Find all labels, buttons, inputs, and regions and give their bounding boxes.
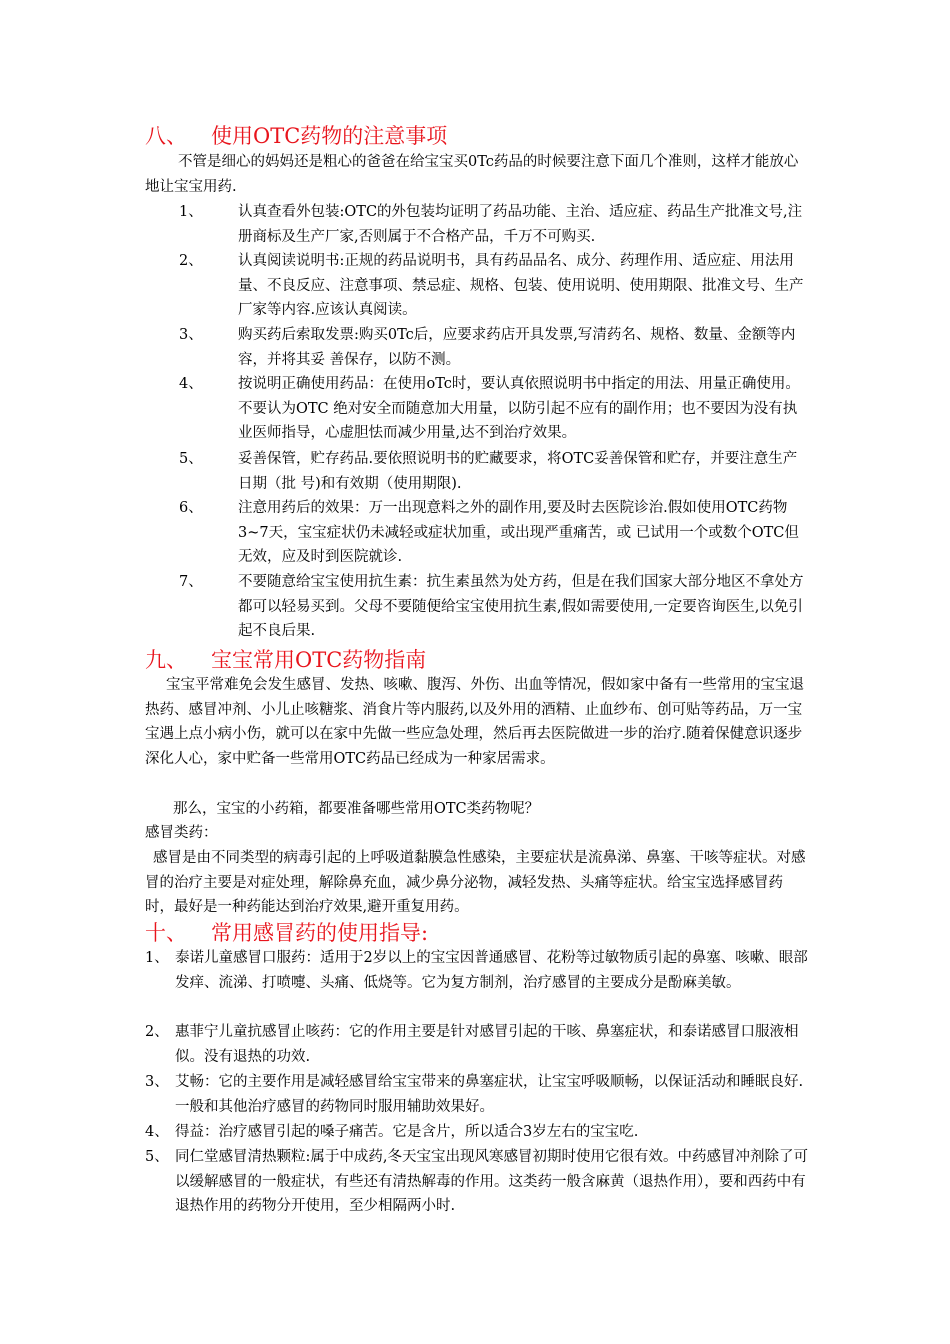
item-text: 注意用药后的效果：万一出现意料之外的副作用,要及时去医院诊治.假如使用OTC药物3~7天，宝宝症状仍未减轻或症状加重，或出现严重痛苦，或 已试用一个或数个OTC但无效，应及时到医院就诊. xyxy=(238,500,799,566)
item-text: 妥善保管，贮存药品.要依照说明书的贮藏要求，将OTC妥善保管和贮存，并要注意生产日期（批 号)和有效期（使用期限). xyxy=(238,451,798,492)
section-8-heading xyxy=(145,123,447,149)
item-number: 4、 xyxy=(179,376,203,392)
item-number: 6、 xyxy=(179,500,203,516)
item-text: 惠菲宁儿童抗感冒止咳药：它的作用主要是针对感冒引起的干咳、鼻塞症状，和泰诺感冒口服液相似。没有退热的功效. xyxy=(175,1024,799,1065)
item-text: 认真阅读说明书:正规的药品说明书，具有药品品名、成分、药理作用、适应症、用法用量、不良反应、注意事项、禁忌症、规格、包装、使用说明、使用期限、批准文号、生产厂家等内容.应该认真阅读。 xyxy=(238,253,804,319)
item-number: 1、 xyxy=(145,950,169,966)
section-10-heading xyxy=(145,920,428,946)
section-9-title: 宝宝常用OTC药物指南 xyxy=(211,648,427,672)
section-9-heading xyxy=(145,647,426,673)
section-10-number: 十、 xyxy=(145,921,187,945)
item-number: 2、 xyxy=(179,253,203,269)
section-9-label: 感冒类药： xyxy=(145,825,218,841)
section-8-title: 使用OTC药物的注意事项 xyxy=(211,124,448,148)
section-8-item-5 xyxy=(145,447,810,496)
section-8-item-3 xyxy=(145,323,810,372)
section-10-item-3 xyxy=(145,1070,815,1119)
section-8-intro: 不管是细心的妈妈还是粗心的爸爸在给宝宝买0Tc药品的时候要注意下面几个准则，这样才能放心地让宝宝用药. xyxy=(145,154,799,195)
item-text: 得益：治疗感冒引起的嗓子痛苦。它是含片，所以适合3岁左右的宝宝吃. xyxy=(175,1124,639,1140)
item-number: 7、 xyxy=(179,574,203,590)
section-10-title: 常用感冒药的使用指导: xyxy=(211,921,429,945)
item-text: 认真查看外包装:OTC的外包装均证明了药品功能、主治、适应症、药品生产批准文号,注册商标及生产厂家,否则属于不合格产品，千万不可购买. xyxy=(238,204,803,245)
section-9-paragraph-1: 宝宝平常难免会发生感冒、发热、咳嗽、腹泻、外伤、出血等情况，假如家中备有一些常用的宝宝退热药、感冒冲剂、小儿止咳糖浆、消食片等内服药,以及外用的酒精、止血纱布、创可贴等药品，万一宝宝遇上点小病小伤，就可以在家中先做一些应急处理，然后再去医院做进一步的治疗.随着保健意识逐步深化人心，家中贮备一些常用OTC药品已经成为一种家居需求。 xyxy=(145,677,804,767)
section-10-item-5 xyxy=(145,1145,815,1219)
item-text: 同仁堂感冒清热颗粒:属于中成药,冬天宝宝出现风寒感冒初期时使用它很有效。中药感冒冲剂除了可以缓解感冒的一般症状，有些还有清热解毒的作用。这类药一般含麻黄（退热作用），要和西药中有退热作用的药物分开使用，至少相隔两小时. xyxy=(175,1149,808,1215)
item-number: 1、 xyxy=(179,204,203,220)
section-10-item-1 xyxy=(145,946,815,995)
section-9-paragraph-3: 感冒是由不同类型的病毒引起的上呼吸道黏膜急性感染，主要症状是流鼻涕、鼻塞、干咳等症状。对感冒的治疗主要是对症处理，解除鼻充血，减少鼻分泌物，减轻发热、头痛等症状。给宝宝选择感冒药时，最好是一种药能达到治疗效果,避开重复用药。 xyxy=(145,850,806,916)
item-text: 购买药后索取发票:购买0Tc后，应要求药店开具发票,写清药名、规格、数量、金额等内容，并将其妥 善保存，以防不测。 xyxy=(238,327,796,368)
section-8-item-1 xyxy=(145,200,810,249)
item-text: 艾畅：它的主要作用是减轻感冒给宝宝带来的鼻塞症状，让宝宝呼吸顺畅，以保证活动和睡眠良好.一般和其他治疗感冒的药物同时服用辅助效果好。 xyxy=(175,1074,804,1115)
item-text: 按说明正确使用药品：在使用oTc时，要认真依照说明书中指定的用法、用量正确使用。不要认为OTC 绝对安全而随意加大用量，以防引起不应有的副作用；也不要因为没有执业医师指导，心虚胆怯而减少用量,达不到治疗效果。 xyxy=(238,376,800,442)
section-10-item-4 xyxy=(145,1120,815,1145)
section-10-item-2 xyxy=(145,1020,815,1069)
item-text: 不要随意给宝宝使用抗生素：抗生素虽然为处方药，但是在我们国家大部分地区不拿处方都可以轻易买到。父母不要随便给宝宝使用抗生素,假如需要使用,一定要咨询医生,以免引起不良后果. xyxy=(238,574,804,640)
section-9-number: 九、 xyxy=(145,648,187,672)
item-number: 4、 xyxy=(145,1124,169,1140)
item-number: 5、 xyxy=(179,451,203,467)
section-8-number: 八、 xyxy=(145,124,187,148)
section-8-item-4 xyxy=(145,372,810,446)
section-9-paragraph-2: 那么，宝宝的小药箱，都要准备哪些常用OTC类药物呢？ xyxy=(173,801,540,817)
item-number: 5、 xyxy=(145,1149,169,1165)
section-8-item-7 xyxy=(145,570,810,644)
item-number: 3、 xyxy=(179,327,203,343)
section-8-item-2 xyxy=(145,249,810,323)
section-8-item-6 xyxy=(145,496,810,570)
item-text: 泰诺儿童感冒口服药：适用于2岁以上的宝宝因普通感冒、花粉等过敏物质引起的鼻塞、咳嗽、眼部发痒、流涕、打喷嚏、头痛、低烧等。它为复方制剂，治疗感冒的主要成分是酚麻美敏。 xyxy=(175,950,808,991)
item-number: 3、 xyxy=(145,1074,169,1090)
item-number: 2、 xyxy=(145,1024,169,1040)
